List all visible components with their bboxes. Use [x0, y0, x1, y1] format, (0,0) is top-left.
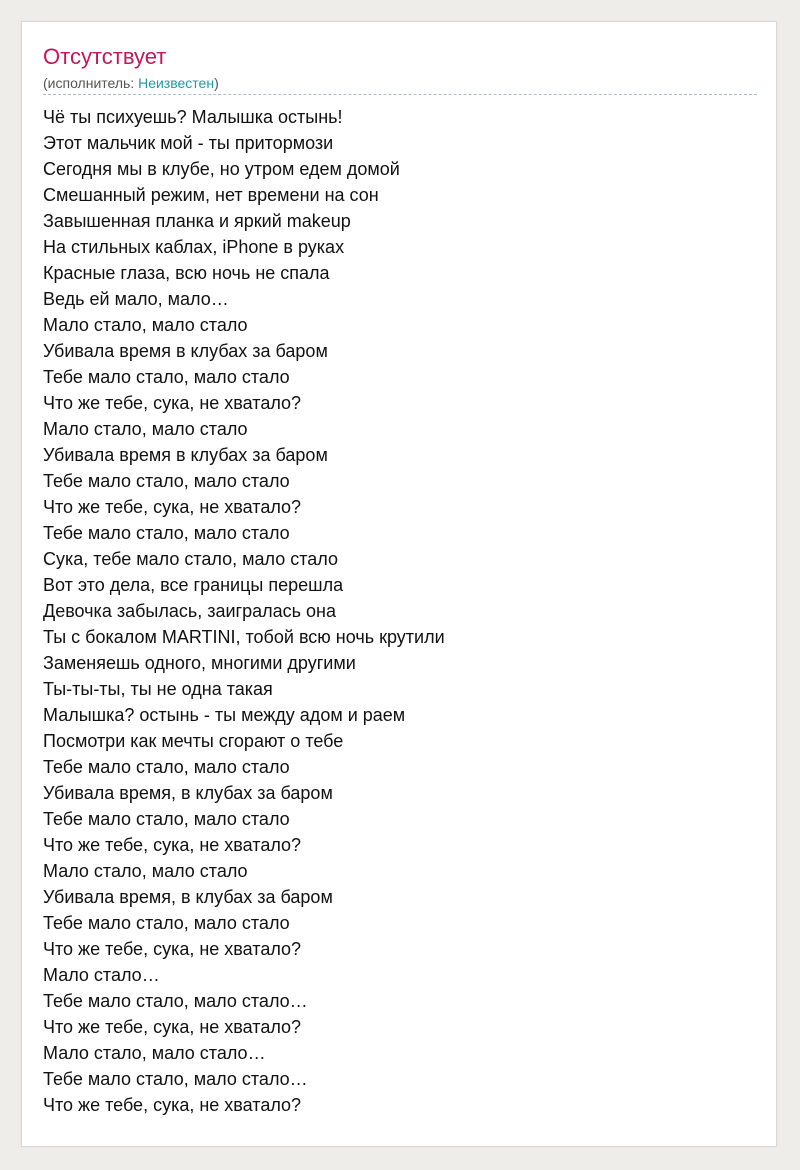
lyric-line: Что же тебе, сука, не хватало?	[43, 1095, 302, 1115]
lyric-line: Вот это дела, все границы перешла	[43, 575, 344, 595]
lyric-line: Убивала время, в клубах за баром	[43, 887, 333, 907]
lyric-line: Тебе мало стало, мало стало	[43, 757, 290, 777]
artist-prefix: (исполнитель:	[43, 75, 139, 91]
lyric-line: Ты с бокалом MARTINI, тобой всю ночь крутили	[43, 627, 445, 647]
lyric-line: Завышенная планка и яркий makeup	[43, 211, 351, 231]
lyric-line: Чё ты психуешь? Малышка остынь!	[43, 107, 343, 127]
lyric-line: Тебе мало стало, мало стало…	[43, 991, 308, 1011]
lyric-line: Мало стало, мало стало…	[43, 1043, 266, 1063]
lyric-line: Этот мальчик мой - ты притормози	[43, 133, 334, 153]
lyric-line: Убивала время в клубах за баром	[43, 341, 328, 361]
lyric-line: Смешанный режим, нет времени на сон	[43, 185, 379, 205]
artist-suffix: )	[214, 75, 219, 91]
artist-line	[43, 74, 219, 92]
lyric-line: Что же тебе, сука, не хватало?	[43, 497, 302, 517]
lyric-line: Тебе мало стало, мало стало…	[43, 1069, 308, 1089]
lyric-line: Девочка забылась, заигралась она	[43, 601, 337, 621]
lyric-line: Мало стало, мало стало	[43, 315, 248, 335]
lyric-line: Сегодня мы в клубе, но утром едем домой	[43, 159, 400, 179]
lyric-line: Ты-ты-ты, ты не одна такая	[43, 679, 273, 699]
lyric-line: Красные глаза, всю ночь не спала	[43, 263, 330, 283]
lyric-line: Что же тебе, сука, не хватало?	[43, 835, 302, 855]
lyric-line: Что же тебе, сука, не хватало?	[43, 939, 302, 959]
lyrics-body	[43, 104, 445, 1118]
lyrics-card	[21, 21, 777, 1147]
lyric-line: Убивала время в клубах за баром	[43, 445, 328, 465]
lyric-line: Убивала время, в клубах за баром	[43, 783, 333, 803]
title-divider	[43, 94, 757, 95]
lyric-line: Тебе мало стало, мало стало	[43, 523, 290, 543]
lyric-line: Мало стало, мало стало	[43, 419, 248, 439]
song-title: Отсутствует	[43, 44, 167, 69]
lyric-line: Тебе мало стало, мало стало	[43, 367, 290, 387]
lyric-line: Тебе мало стало, мало стало	[43, 913, 290, 933]
lyric-line: Мало стало…	[43, 965, 160, 985]
artist-link[interactable]: Неизвестен	[138, 75, 215, 91]
lyric-line: Тебе мало стало, мало стало	[43, 809, 290, 829]
lyric-line: Ведь ей мало, мало…	[43, 289, 229, 309]
lyric-line: Сука, тебе мало стало, мало стало	[43, 549, 338, 569]
lyric-line: Малышка? остынь - ты между адом и раем	[43, 705, 406, 725]
lyric-line: Что же тебе, сука, не хватало?	[43, 393, 302, 413]
lyric-line: Тебе мало стало, мало стало	[43, 471, 290, 491]
lyric-line: Посмотри как мечты сгорают о тебе	[43, 731, 344, 751]
lyric-line: На стильных каблах, iPhone в руках	[43, 237, 345, 257]
lyric-line: Заменяешь одного, многими другими	[43, 653, 356, 673]
lyric-line: Что же тебе, сука, не хватало?	[43, 1017, 302, 1037]
lyric-line: Мало стало, мало стало	[43, 861, 248, 881]
